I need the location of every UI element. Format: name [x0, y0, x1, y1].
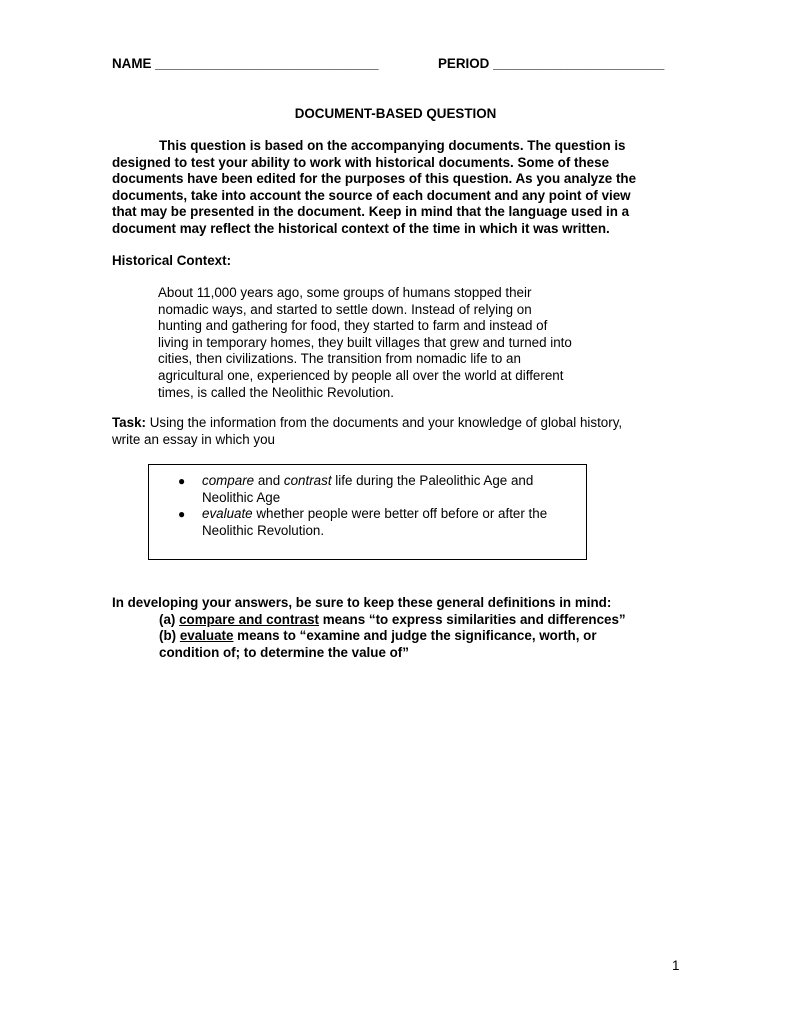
definition-prefix: (a) [159, 611, 180, 627]
intro-paragraph [112, 138, 636, 238]
period-field-row [438, 56, 664, 71]
document-title: DOCUMENT-BASED QUESTION [294, 106, 497, 121]
definition-text: means “to express similarities and differences” [319, 611, 626, 627]
term-evaluate: evaluate [202, 506, 253, 522]
task-bullet-evaluate [202, 506, 547, 523]
name-blank: ______________________________ [155, 56, 379, 71]
intro-line: document may reflect the historical context of the time in which it was written. [112, 220, 610, 236]
name-label: NAME [112, 56, 152, 71]
definition-b [112, 628, 626, 645]
bullet-continuation: Neolithic Age [202, 489, 281, 505]
page-number: 1 [672, 958, 680, 973]
intro-line: that may be presented in the document. Keep in mind that the language used in a [112, 204, 630, 220]
task-line: write an essay in which you [112, 431, 275, 447]
task-box [148, 464, 587, 560]
bullet-icon: ● [178, 474, 186, 488]
task-bullet-compare [202, 473, 533, 490]
bullet-continuation: Neolithic Revolution. [202, 522, 325, 538]
definitions-section [112, 595, 626, 661]
term-compare-and-contrast: compare and contrast [179, 611, 319, 627]
historical-context-heading: Historical Context: [112, 253, 232, 268]
definitions-intro: In developing your answers, be sure to keep these general definitions in mind: [112, 595, 612, 610]
term-evaluate-definition: evaluate [179, 628, 234, 644]
term-contrast: contrast [283, 473, 332, 488]
term-compare: compare [202, 473, 255, 488]
name-field-row [112, 56, 379, 71]
context-line: living in temporary homes, they built villages that grew and turned into [158, 334, 572, 350]
task-paragraph [112, 415, 622, 448]
period-blank: _______________________ [493, 56, 665, 71]
context-line: About 11,000 years ago, some groups of humans stopped their [158, 285, 532, 300]
context-line: nomadic ways, and started to settle down. Instead of relying on [158, 301, 532, 317]
period-label: PERIOD [438, 56, 490, 71]
bullet-text: life during the Paleolithic Age and [331, 473, 534, 488]
context-line: times, is called the Neolithic Revolution. [158, 384, 394, 400]
task-line [112, 415, 622, 432]
task-label: Task: [112, 415, 146, 430]
intro-line: documents have been edited for the purposes of this question. As you analyze the [112, 171, 637, 187]
definition-b-continuation: condition of; to determine the value of” [159, 644, 409, 660]
definition-a [112, 612, 626, 629]
context-line: agricultural one, experienced by people all over the world at different [158, 367, 564, 383]
intro-line: documents, take into account the source of each document and any point of view [112, 187, 631, 203]
bullet-text: and [254, 473, 284, 488]
intro-line: designed to test your ability to work with historical documents. Some of these [112, 154, 610, 170]
historical-context-paragraph [158, 285, 572, 401]
definition-prefix: (b) [159, 628, 180, 644]
context-line: cities, then civilizations. The transition from nomadic life to an [158, 351, 521, 367]
bullet-icon: ● [178, 507, 186, 522]
task-text: Using the information from the documents and your knowledge of global history, [146, 415, 623, 430]
intro-line: This question is based on the accompanying documents. The question is [159, 138, 626, 153]
context-line: hunting and gathering for food, they started to farm and instead of [158, 318, 548, 334]
bullet-text: whether people were better off before or after the [252, 506, 548, 522]
definition-text: means to “examine and judge the significance, worth, or [233, 628, 597, 644]
